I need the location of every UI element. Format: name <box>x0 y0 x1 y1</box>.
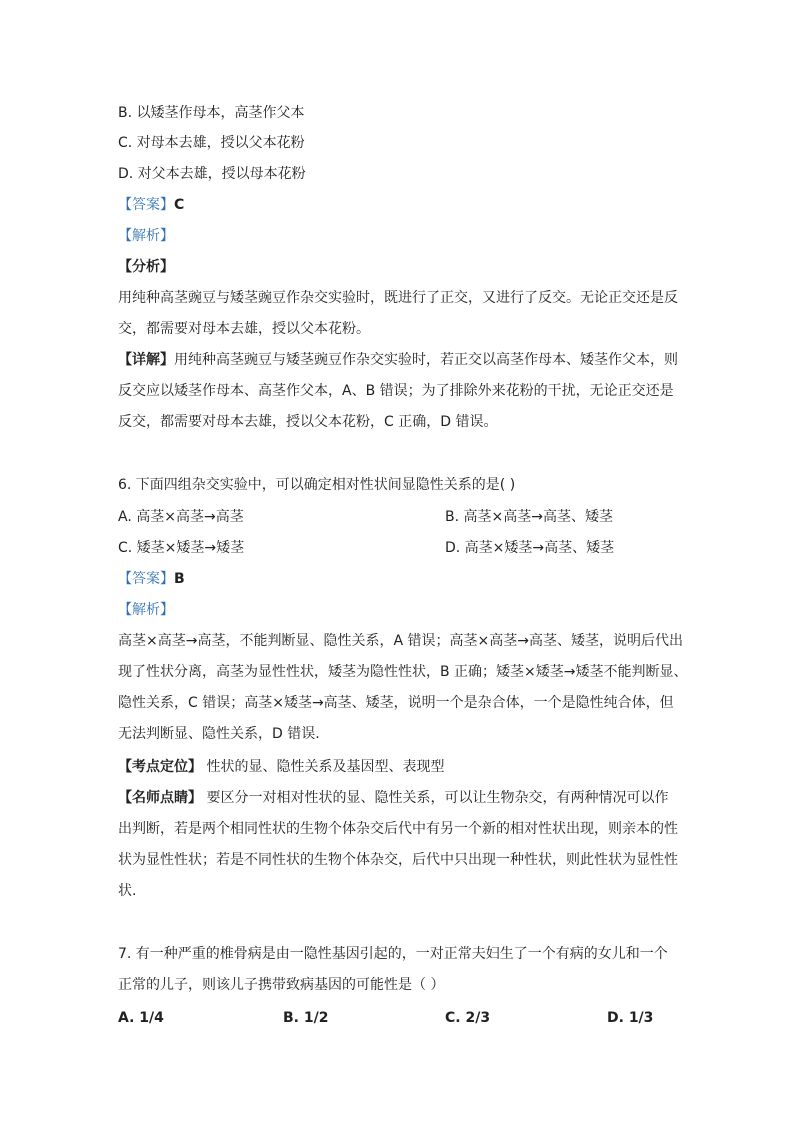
q5-option-c: C. 对母本去雄，授以父本花粉 <box>118 135 305 151</box>
q6-mingshi <box>118 788 668 808</box>
answer-value: C <box>174 197 185 213</box>
q6-analysis-line: 无法判断显、隐性关系，D 错误. <box>118 726 320 742</box>
mingshi-text: 要区分一对相对性状的显、隐性关系，可以让生物杂交，有两种情况可以作 <box>202 790 669 806</box>
q5-detail-line: 反交应以矮茎作母本、高茎作父本，A、B 错误；为了排除外来花粉的干扰，无论正交还是 <box>118 383 674 399</box>
q6-kaodian <box>118 757 444 777</box>
q6-analysis-line: 高茎×高茎→高茎，不能判断显、隐性关系，A 错误；高茎×高茎→高茎、矮茎，说明后代出 <box>118 633 683 649</box>
detail-text: 用纯种高茎豌豆与矮茎豌豆作杂交实验时，若正交以高茎作母本、矮茎作父本，则 <box>174 352 678 368</box>
q6-answer <box>118 569 185 589</box>
q6-option-a: A. 高茎×高茎→高茎 <box>118 509 244 525</box>
detail-tag: 【详解】 <box>118 352 174 368</box>
q5-detail-line <box>118 350 678 370</box>
q6-option-b: B. 高茎×高茎→高茎、矮茎 <box>445 509 613 525</box>
q5-detail-line: 反交，都需要对母本去雄，授以父本花粉，C 正确，D 错误。 <box>118 414 498 430</box>
q5-fenxi-tag: 【分析】 <box>118 259 174 275</box>
q6-stem: 6. 下面四组杂交实验中，可以确定相对性状间显隐性关系的是( ) <box>118 477 516 493</box>
q5-option-b: B. 以矮茎作母本，高茎作父本 <box>118 105 305 121</box>
kaodian-text: 性状的显、隐性关系及基因型、表现型 <box>202 759 445 775</box>
q7-option-c: C. 2/3 <box>445 1010 491 1026</box>
answer-tag: 【答案】 <box>118 571 174 587</box>
q6-option-d: D. 高茎×矮茎→高茎、矮茎 <box>445 540 615 556</box>
q5-option-d: D. 对父本去雄，授以母本花粉 <box>118 166 306 182</box>
q6-mingshi-line: 状为显性性状；若是不同性状的生物个体杂交，后代中只出现一种性状，则此性状为显性性 <box>118 852 678 868</box>
q5-fenxi-line: 用纯种高茎豌豆与矮茎豌豆作杂交实验时，既进行了正交，又进行了反交。无论正交还是反 <box>118 290 678 306</box>
kaodian-tag: 【考点定位】 <box>118 759 202 775</box>
q7-option-d: D. 1/3 <box>607 1010 654 1026</box>
q6-option-c: C. 矮茎×矮茎→矮茎 <box>118 540 245 556</box>
q6-mingshi-line: 状. <box>118 883 137 899</box>
q5-answer <box>118 195 184 215</box>
q6-analysis-line: 隐性关系，C 错误；高茎×矮茎→高茎、矮茎，说明一个是杂合体，一个是隐性纯合体，但 <box>118 695 674 711</box>
answer-tag: 【答案】 <box>118 197 174 213</box>
q7-stem: 7. 有一种严重的椎骨病是由一隐性基因引起的，一对正常夫妇生了一个有病的女儿和一个 <box>118 946 668 962</box>
q7-option-b: B. 1/2 <box>283 1010 329 1026</box>
q6-analysis-line: 现了性状分离，高茎为显性性状，矮茎为隐性性状，B 正确；矮茎×矮茎→矮茎不能判断显、 <box>118 664 688 680</box>
q6-mingshi-line: 出判断，若是两个相同性状的生物个体杂交后代中有另一个新的相对性状出现，则亲本的性 <box>118 821 678 837</box>
q7-option-a: A. 1/4 <box>118 1010 164 1026</box>
q5-analysis-tag: 【解析】 <box>118 228 174 244</box>
mingshi-tag: 【名师点睛】 <box>118 790 202 806</box>
q6-analysis-tag: 【解析】 <box>118 602 174 618</box>
q5-fenxi-line: 交，都需要对母本去雄，授以父本花粉。 <box>118 321 370 337</box>
q7-stem: 正常的儿子，则该儿子携带致病基因的可能性是（ ） <box>118 977 445 993</box>
answer-value: B <box>174 571 185 587</box>
